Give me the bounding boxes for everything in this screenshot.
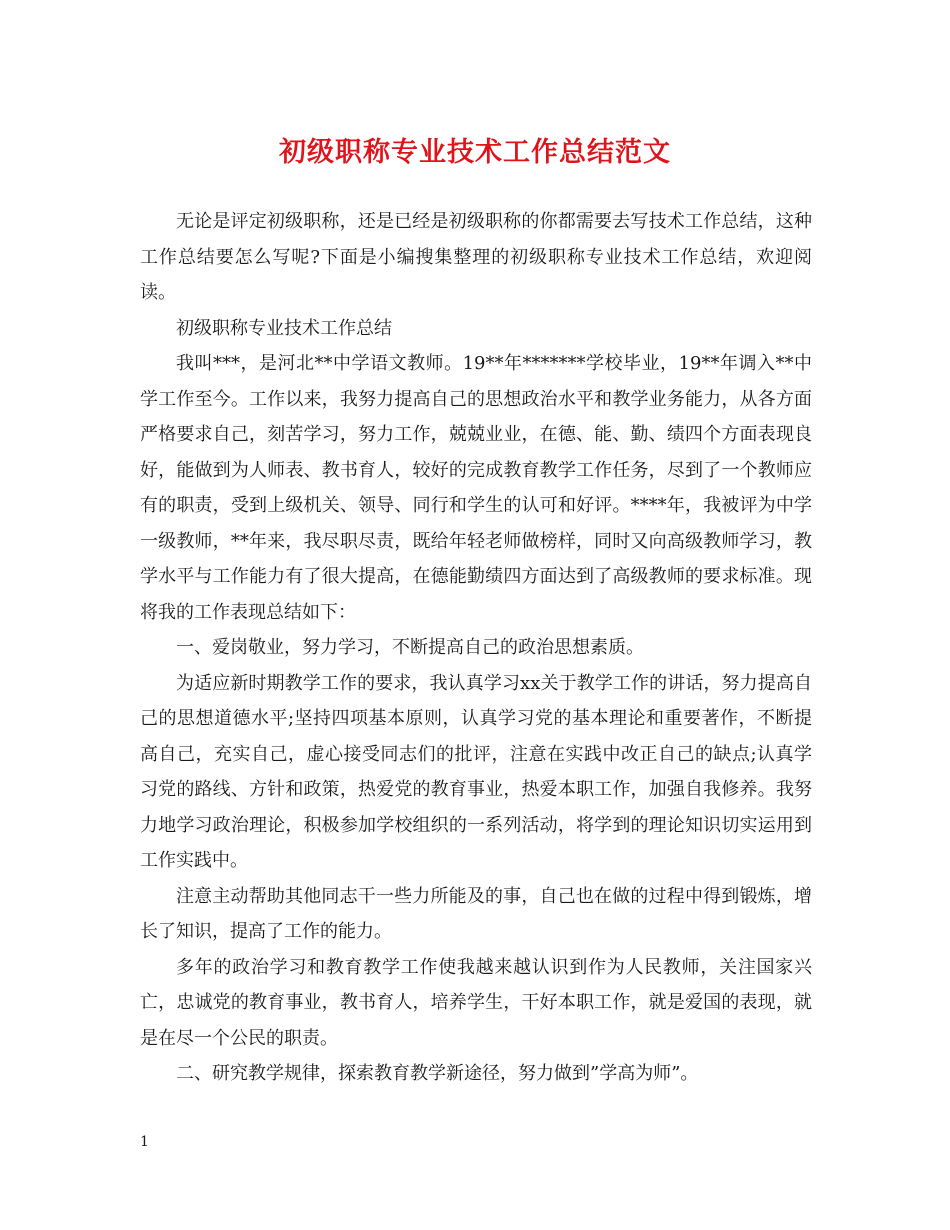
paragraph-section-heading-2: 二、研究教学规律，探索教育教学新途径，努力做到”学高为师”。 <box>176 1063 699 1084</box>
paragraph-intro: 无论是评定初级职称，还是已经是初级职称的你都需要去写技术工作总结，这种工作总结要怎么写呢?下面是小编搜集整理的初级职称专业技术工作总结，欢迎阅读。 <box>140 211 812 303</box>
paragraph-political-study: 为适应新时期教学工作的要求，我认真学习xx关于教学工作的讲话，努力提高自己的思想道德水平;坚持四项基本原则，认真学习党的基本理论和重要著作，不断提高自己，充实自己，虚心接受同志们的批评，注意在实践中改正自己的缺点;认真学习党的路线、方针和政策，热爱党的教育事业，热爱本职工作，加强自我修养。我努力地学习政治理论，积极参加学校组织的一系列活动，将学到的理论知识切实运用到工作实践中。 <box>140 672 812 871</box>
paragraph-section-heading-1: 一、爱岗敬业，努力学习，不断提高自己的政治思想素质。 <box>176 637 644 658</box>
paragraph-self-introduction: 我叫***，是河北**中学语文教师。19**年*******学校毕业，19**年调入**中学工作至今。工作以来，我努力提高自己的思想政治水平和教学业务能力，从各方面严格要求自己，刻苦学习，努力工作，兢兢业业，在德、能、勤、绩四个方面表现良好，能做到为人师表、教书育人，较好的完成教育教学工作任务，尽到了一个教师应有的职责，受到上级机关、领导、同行和学生的认可和好评。****年，我被评为中学一级教师，**年来，我尽职尽责，既给年轻老师做榜样，同时又向高级教师学习，教学水平与工作能力有了很大提高，在德能勤绩四方面达到了高级教师的要求标准。现将我的工作表现总结如下： <box>140 353 812 623</box>
paragraph-subtitle: 初级职称专业技术工作总结 <box>176 317 392 339</box>
paragraph-patriotism: 多年的政治学习和教育教学工作使我越来越认识到作为人民教师，关注国家兴亡，忠诚党的教育事业，教书育人，培养学生，干好本职工作，就是爱国的表现，就是在尽一个公民的职责。 <box>140 956 812 1049</box>
document-title: 初级职称专业技术工作总结范文 <box>279 137 671 168</box>
page-number: 1 <box>140 1134 149 1150</box>
paragraph-helping-colleagues: 注意主动帮助其他同志干一些力所能及的事，自己也在做的过程中得到锻炼，增长了知识，提高了工作的能力。 <box>140 885 812 942</box>
document-body <box>140 204 812 1092</box>
